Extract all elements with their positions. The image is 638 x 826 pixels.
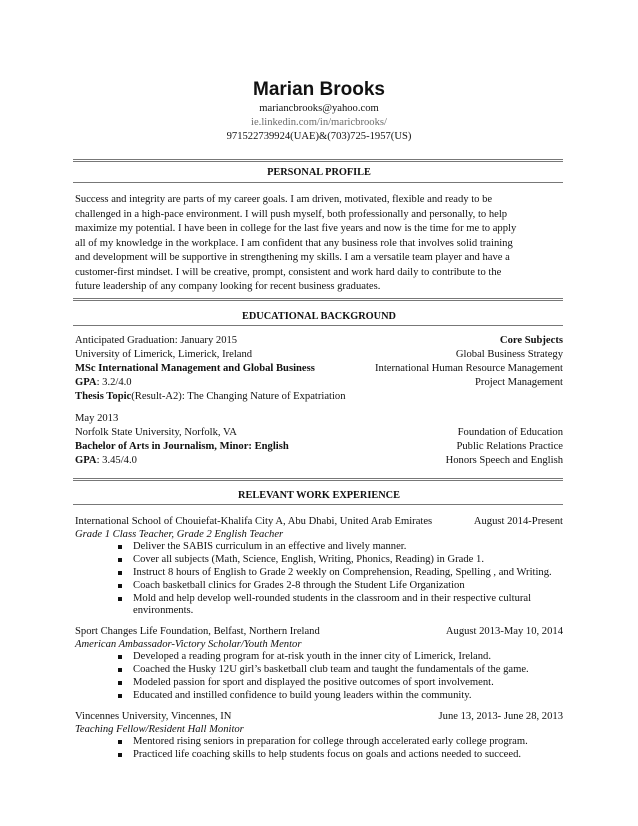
- job-header: [75, 626, 563, 639]
- bullet-icon: [118, 668, 122, 672]
- education-row: [75, 335, 563, 348]
- bullet-icon: [118, 558, 122, 562]
- job-dates: June 13, 2013- June 28, 2013: [438, 711, 563, 722]
- core-subject: Global Business Strategy: [455, 349, 563, 360]
- section-divider: [73, 478, 563, 481]
- core-subject: Project Management: [475, 377, 563, 388]
- linkedin-link[interactable]: ie.linkedin.com/in/maricbrooks/: [251, 117, 387, 128]
- job-dates: August 2014-Present: [473, 516, 563, 527]
- bullet-continuation: environments.: [133, 605, 194, 616]
- bullet-icon: [118, 571, 122, 575]
- job-organization: Vincennes University, Vincennes, IN: [75, 711, 232, 722]
- section-divider: [73, 182, 563, 183]
- education-heading: EDUCATIONAL BACKGROUND: [242, 311, 396, 322]
- profile-heading: PERSONAL PROFILE: [267, 167, 371, 178]
- thesis: [75, 391, 346, 402]
- education-row: [75, 349, 563, 362]
- profile-paragraph: [75, 193, 565, 295]
- bullet-icon: [118, 753, 122, 757]
- section-divider: [73, 159, 563, 162]
- bullet-icon: [118, 545, 122, 549]
- gpa-value: : 3.45/4.0: [96, 455, 137, 466]
- bullet-icon: [118, 655, 122, 659]
- bullet-icon: [118, 681, 122, 685]
- graduation-date: May 2013: [75, 413, 119, 424]
- profile-line: and development will be supportive in strengthening my skills. I am a versatile team player and have a: [75, 252, 510, 263]
- job-organization: Sport Changes Life Foundation, Belfast, Northern Ireland: [75, 626, 320, 637]
- section-divider: [73, 298, 563, 301]
- bullet-item: Coach basketball clinics for Grades 2-8 through the Student Life Organization: [133, 580, 465, 591]
- section-divider: [73, 325, 563, 326]
- graduation-date: Anticipated Graduation: January 2015: [75, 335, 238, 346]
- resume-name: Marian Brooks: [253, 79, 385, 100]
- education-row: [75, 455, 563, 468]
- bullet-icon: [118, 597, 122, 601]
- bullet-item: Developed a reading program for at-risk youth in the inner city of Limerick, Ireland.: [133, 651, 491, 662]
- bullet-item: Practiced life coaching skills to help students focus on goals and actions needed to succeed.: [133, 749, 521, 760]
- university-name: Norfolk State University, Norfolk, VA: [75, 427, 237, 438]
- core-subjects-label: Core Subjects: [499, 335, 563, 346]
- profile-line: maximize my potential. I have been in college for the last five years and now is the time for me to apply: [75, 223, 517, 234]
- bullet-item: Mold and help develop well-rounded students in the classroom and in their respective cultural: [133, 593, 531, 604]
- bullet-item: Modeled passion for sport and displayed the positive outcomes of sport involvement.: [133, 677, 494, 688]
- job-header: [75, 711, 563, 724]
- phone-text: 971522739924(UAE)&(703)725-1957(US): [226, 131, 412, 142]
- work-heading: RELEVANT WORK EXPERIENCE: [238, 490, 400, 501]
- thesis-value: (Result-A2): The Changing Nature of Expatriation: [131, 391, 346, 402]
- core-subject: Foundation of Education: [457, 427, 563, 438]
- section-divider: [73, 504, 563, 505]
- bullet-item: Mentored rising seniors in preparation for college through accelerated early college program.: [133, 736, 528, 747]
- profile-line: all of my knowledge in the workplace. I am confident that any business role that involves solid training: [75, 237, 513, 249]
- gpa-value: : 3.2/4.0: [96, 377, 132, 388]
- bullet-icon: [118, 584, 122, 588]
- job-organization: International School of Chouiefat-Khalifa City A, Abu Dhabi, United Arab Emirates: [75, 516, 433, 527]
- profile-line: customer-first mindset. I will be creative, prompt, consistent and work hard daily to contribute to the: [75, 266, 502, 278]
- core-subject: Honors Speech and English: [445, 455, 563, 466]
- job-role: Grade 1 Class Teacher, Grade 2 English Teacher: [75, 529, 284, 540]
- core-subject: International Human Resource Management: [375, 363, 563, 374]
- education-row: [75, 413, 563, 426]
- email-text: mariancbrooks@yahoo.com: [259, 103, 379, 114]
- bullet-icon: [118, 740, 122, 744]
- job-role: American Ambassador-Victory Scholar/Youth Mentor: [75, 639, 302, 650]
- bullet-item: Instruct 8 hours of English to Grade 2 weekly on Comprehension, Reading, Spelling , and Writing.: [133, 567, 552, 578]
- profile-line: challenged in a high-pace environment. I will push myself, both professionally and personally, to help: [75, 208, 508, 220]
- gpa: [75, 455, 137, 466]
- job-role: Teaching Fellow/Resident Hall Monitor: [75, 724, 244, 735]
- profile-line: future leadership of any company looking for recent business graduates.: [75, 281, 381, 292]
- job-dates: August 2013-May 10, 2014: [445, 626, 563, 637]
- gpa-label: GPA: [75, 377, 97, 388]
- gpa-label: GPA: [75, 455, 97, 466]
- job-header: [75, 516, 563, 529]
- bullet-item: Deliver the SABIS curriculum in an effective and lively manner.: [133, 541, 406, 552]
- bullet-item: Cover all subjects (Math, Science, English, Writing, Phonics, Reading) in Grade 1.: [133, 554, 484, 565]
- bullet-icon: [118, 694, 122, 698]
- education-row: [75, 377, 563, 390]
- gpa: [75, 377, 132, 388]
- profile-line: Success and integrity are parts of my career goals. I am driven, motivated, flexible and ready to be: [75, 194, 493, 205]
- education-row: [75, 363, 563, 376]
- university-name: University of Limerick, Limerick, Ireland: [75, 349, 253, 360]
- education-row: [75, 427, 563, 440]
- thesis-label: Thesis Topic: [75, 391, 132, 402]
- bullet-item: Coached the Husky 12U girl’s basketball club team and taught the fundamentals of the game.: [133, 664, 529, 675]
- degree-name: Bachelor of Arts in Journalism, Minor: English: [75, 441, 289, 452]
- degree-name: MSc International Management and Global Business: [75, 363, 315, 374]
- bullet-item: Educated and instilled confidence to build young leaders within the community.: [133, 690, 472, 701]
- education-row: [75, 391, 563, 404]
- core-subject: Public Relations Practice: [456, 441, 563, 452]
- education-row: [75, 441, 563, 454]
